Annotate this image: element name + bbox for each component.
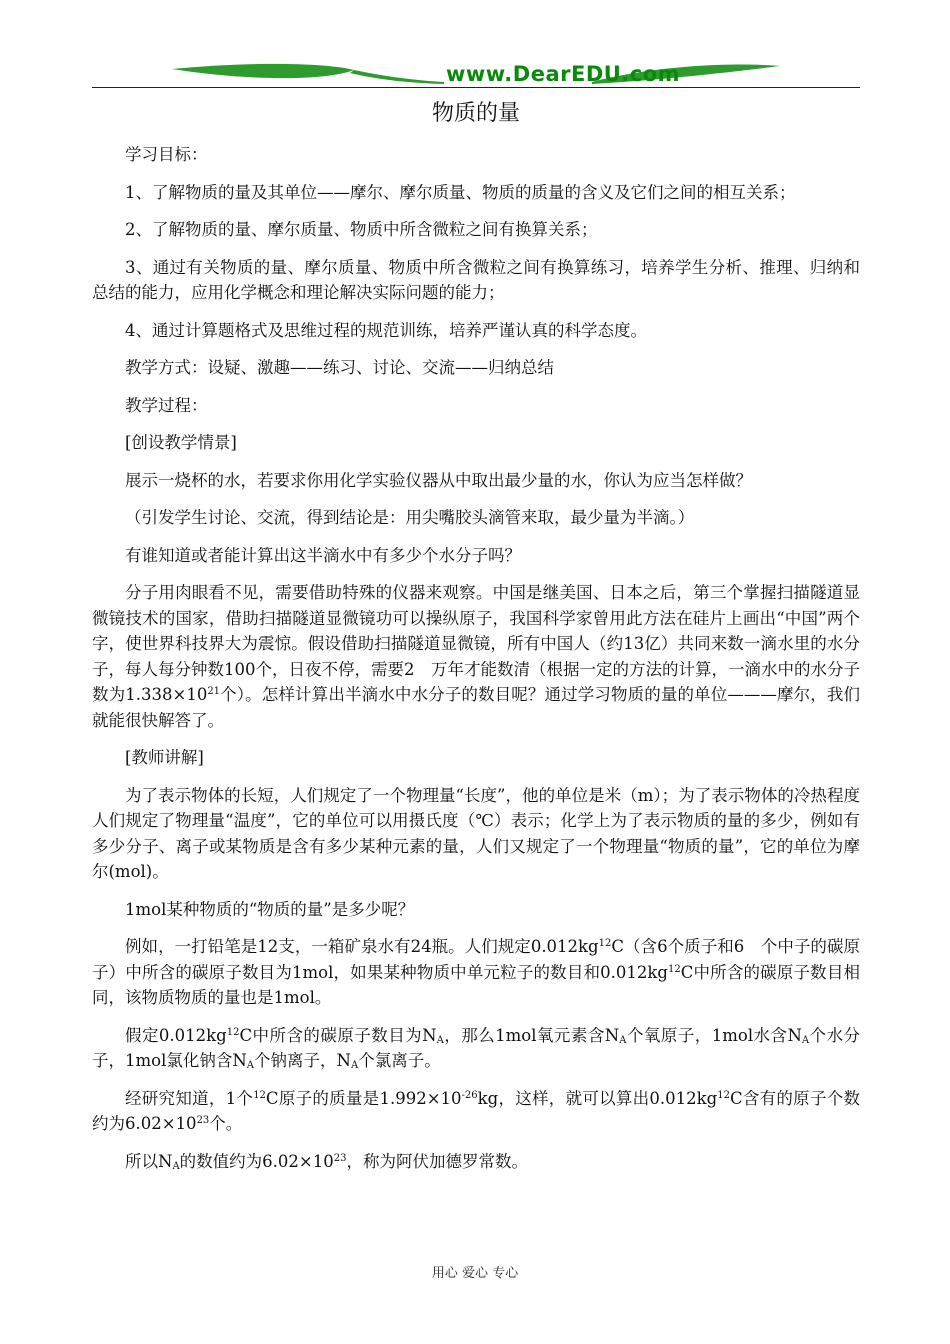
paragraph: [92, 745, 860, 771]
paragraph-text: ，称为阿伏加德罗常数。: [346, 1151, 528, 1171]
paragraph: [92, 468, 860, 494]
paragraph-text: 有谁知道或者能计算出这半滴水中有多少个水分子吗？: [125, 545, 521, 565]
paragraph: [92, 430, 860, 456]
paragraph-text: （引发学生讨论、交流，得到结论是：用尖嘴胶头滴管来取，最少量为半滴。）: [125, 508, 695, 527]
paragraph-text: 经研究知道，1个: [125, 1088, 254, 1108]
superscript: 12: [667, 963, 681, 975]
superscript: 12: [717, 1089, 730, 1101]
superscript: 21: [207, 686, 221, 697]
paragraph-text: 个。: [209, 1114, 243, 1133]
paragraph-text: 教学过程：: [125, 395, 208, 415]
paragraph-text: 教学方式：设疑、激趣——练习、讨论、交流——归纳总结: [125, 358, 554, 377]
paragraph-text: 分子用肉眼看不见，需要借助特殊的仪器来观察。中国是继美国、日本之后，第三个掌握扫描隧道显微镜技术的国家，借助扫描隧道显微镜功可以操纵原子，我国科学家曾用此方法在硅片上画出“中国”两个字，使世界科技界大为震惊。假设借助扫描隧道显微镜，所有中国人（约13亿）共同来数一滴水里的水分子，每人每分钟数100个，日夜不停，需要2 万年才能数清（根据一定的方法的计算，一滴水中的水分子数为1.338×10: [92, 583, 860, 704]
paragraph: [92, 318, 860, 344]
superscript: 12: [226, 1026, 240, 1038]
paragraph-text: 例如，一打铅笔是12支，一箱矿泉水有24瓶。人们规定0.012kg: [125, 937, 599, 956]
paragraph-text: 所以N: [125, 1151, 173, 1171]
paragraph-text: 个）。怎样计算出半滴水中水分子的数目呢？通过学习物质的量的单位———摩尔，我们就能很快解答了。: [92, 685, 860, 730]
paragraph-text: [创设教学情景]: [125, 433, 237, 452]
page-footer: 用心 爱心 专心: [431, 1266, 519, 1281]
header-rule: [92, 87, 860, 88]
subscript: A: [350, 1060, 359, 1071]
page-header: [92, 60, 860, 90]
paragraph-text: C中所含的碳原子数目相同，该物质物质的量也是1mol。: [92, 962, 861, 1007]
paragraph: [92, 783, 860, 885]
paragraph: [92, 1086, 860, 1137]
paragraph: [92, 1149, 860, 1175]
paragraph: [92, 897, 860, 923]
paragraph-text: 1mol某种物质的“物质的量”是多少呢？: [125, 899, 415, 919]
superscript: 23: [196, 1115, 210, 1126]
paragraph-text: C中所含的碳原子数目为N: [239, 1025, 437, 1045]
paragraph-text: 2、了解物质的量、摩尔质量、物质中所含微粒之间有换算关系；: [125, 220, 598, 239]
left-leaf-swoosh: [172, 64, 354, 78]
left-leaf-tail: [350, 70, 444, 84]
subscript: A: [436, 1034, 444, 1046]
paragraph-text: C（含6个质子和6 个中子的碳原子）中所含的碳原子数目为1mol，如果某种物质中单元粒子的数目和0.012kg: [92, 937, 860, 982]
paragraph-text: 4、通过计算题格式及思维过程的规范训练，培养严谨认真的科学态度。: [125, 320, 647, 340]
paragraph: [92, 393, 860, 419]
paragraph-text: 展示一烧杯的水，若要求你用化学实验仪器从中取出最少量的水，你认为应当怎样做？: [125, 470, 752, 490]
paragraph-text: 个氯离子。: [358, 1051, 441, 1070]
paragraph: [92, 217, 860, 243]
superscript: 12: [253, 1089, 266, 1101]
paragraph-text: 学习目标：: [125, 145, 208, 164]
paragraph: [92, 543, 860, 569]
paragraph: [92, 255, 860, 306]
site-logo[interactable]: www.DearEDU.com: [445, 62, 681, 86]
subscript: A: [619, 1034, 627, 1046]
paragraph: [92, 580, 860, 733]
paragraph: [92, 180, 860, 206]
paragraph-text: kg，这样，就可以算出0.012kg: [477, 1088, 718, 1108]
paragraph: [92, 505, 860, 531]
paragraph: [92, 934, 860, 1011]
paragraph-text: C原子的质量是1.992×10: [265, 1088, 462, 1108]
document-body: [92, 142, 860, 1186]
paragraph-text: ，那么1mol氧元素含N: [443, 1025, 620, 1045]
paragraph-text: C含有的原子个数约为6.02×10: [92, 1088, 861, 1133]
subscript: A: [801, 1034, 810, 1046]
paragraph-text: 3、通过有关物质的量、摩尔质量、物质中所含微粒之间有换算练习，培养学生分析、推理、归纳和总结的能力，应用化学概念和理论解决实际问题的能力；: [92, 257, 860, 302]
page-title: 物质的量: [431, 101, 520, 126]
subscript: A: [246, 1060, 255, 1071]
paragraph-text: 的数值约为6.02×10: [179, 1151, 334, 1171]
paragraph: [92, 355, 860, 381]
superscript: 23: [333, 1152, 347, 1164]
paragraph-text: 1、了解物质的量及其单位——摩尔、摩尔质量、物质的质量的含义及它们之间的相互关系；: [125, 182, 796, 202]
paragraph: [92, 142, 860, 168]
superscript: -26: [461, 1089, 478, 1101]
paragraph-text: 个氧原子，1mol水含N: [626, 1025, 802, 1045]
paragraph-text: 假定0.012kg: [125, 1025, 227, 1045]
superscript: 12: [598, 938, 612, 949]
subscript: A: [172, 1160, 180, 1172]
paragraph-text: 为了表示物体的长短，人们规定了一个物理量“长度”，他的单位是米（m）；为了表示物体的冷热程度人们规定了物理量“温度”，它的单位可以用摄氏度（℃）表示；化学上为了表示物质的量的多少，例如有多少分子、离子或某物质是含有多少某种元素的量，人们又规定了一个物理量“物质的量”，它的单位为摩尔(mol)。: [92, 785, 860, 881]
paragraph-text: 个水分子，1mol氯化钠含N: [92, 1025, 861, 1070]
paragraph: [92, 1023, 860, 1074]
paragraph-text: 个钠离子，N: [254, 1051, 351, 1070]
paragraph-text: [教师讲解]: [125, 748, 204, 767]
